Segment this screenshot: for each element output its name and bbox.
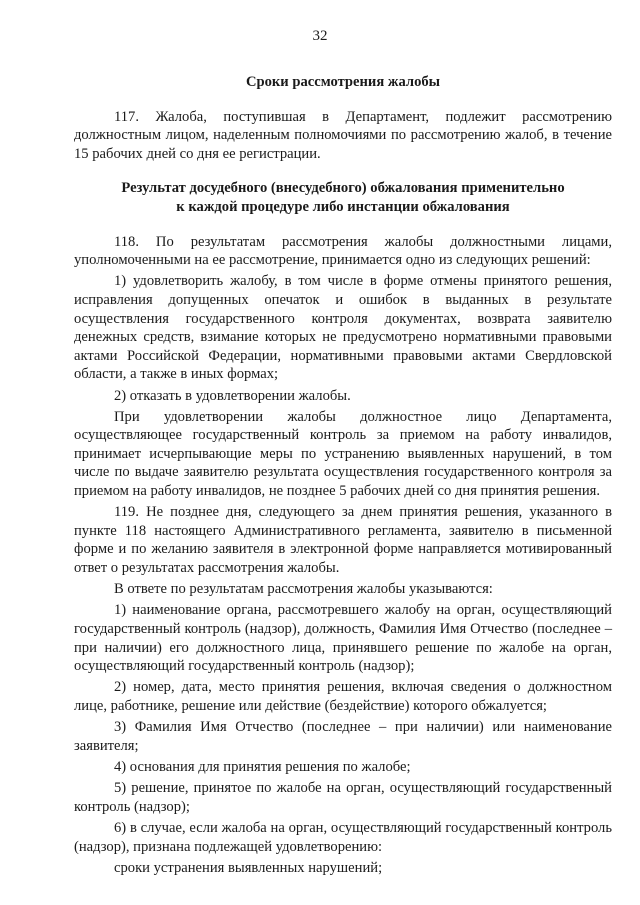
paragraph-119-item-4: 4) основания для принятия решения по жалобе; xyxy=(114,758,411,775)
paragraph-119-intro: В ответе по результатам рассмотрения жалобы указываются: xyxy=(114,581,493,598)
paragraph-119-item-1: 1) наименование органа, рассмотревшего жалобу на орган, осуществляющий государственный контроль (надзор), должность, Фамилия Имя Отчество (последнее – при наличии) его должностного лица, принявшего решение по жалобе на орган, осуществляющий государственный контроль (надзор); xyxy=(74,602,612,675)
paragraph-119-item-2: 2) номер, дата, место принятия решения, включая сведения о должностном лице, работнике, решение или действие (бездействие) которого обжалуется; xyxy=(74,679,612,714)
paragraph-118: 118. По результатам рассмотрения жалобы должностными лицами, уполномоченными на ее рассмотрение, принимается одно из следующих решений: xyxy=(74,233,612,269)
section-heading-line-2: к каждой процедуре либо инстанции обжалования xyxy=(176,198,510,215)
paragraph-119-item-6-subitem: сроки устранения выявленных нарушений; xyxy=(114,859,383,876)
paragraph-118-item-2: 2) отказать в удовлетворении жалобы. xyxy=(114,387,351,404)
section-heading-appeal-result xyxy=(74,179,612,216)
paragraph-118-item-1: 1) удовлетворить жалобу, в том числе в форме отмены принятого решения, исправления допущенных опечаток и ошибок в выданных в результате осуществления государственного контроля документах, возврата заявителю денежных средств, взимание которых не предусмотрено нормативными правовыми актами Российской Федерации, нормативными правовыми актами Свердловской области, а также в иных формах; xyxy=(74,273,612,383)
paragraph-119-item-6: 6) в случае, если жалоба на орган, осуществляющий государственный контроль (надзор), признана подлежащей удовлетворению: xyxy=(74,819,612,855)
paragraph-119-item-3: 3) Фамилия Имя Отчество (последнее – при наличии) или наименование заявителя; xyxy=(74,719,612,754)
paragraph-119: 119. Не позднее дня, следующего за днем принятия решения, указанного в пункте 118 настоящего Административного регламента, заявителю в письменной форме и по желанию заявителя в электронной форме направляется мотивированный ответ о результатах рассмотрения жалобы. xyxy=(74,504,612,577)
section-heading-complaint-terms: Сроки рассмотрения жалобы xyxy=(245,74,441,90)
section-heading-line-1: Результат досудебного (внесудебного) обжалования применительно xyxy=(121,180,565,197)
paragraph-117: 117. Жалоба, поступившая в Департамент, подлежит рассмотрению должностным лицом, наделенным полномочиями по рассмотрению жалоб, в течение 15 рабочих дней со дня ее регистрации. xyxy=(74,108,612,162)
paragraph-118-satisfaction: При удовлетворении жалобы должностное лицо Департамента, осуществляющее государственный контроль за приемом на работу инвалидов, принимает исчерпывающие меры по устранению выявленных нарушений, в том числе по выдаче заявителю результата осуществления государственного контроля за приемом на работу инвалидов, не позднее 5 рабочих дней со дня принятия решения. xyxy=(74,408,612,500)
document-body xyxy=(74,73,612,880)
page-number: 32 xyxy=(312,28,328,44)
paragraph-119-item-5: 5) решение, принятое по жалобе на орган, осуществляющий государственный контроль (надзор); xyxy=(74,780,612,815)
